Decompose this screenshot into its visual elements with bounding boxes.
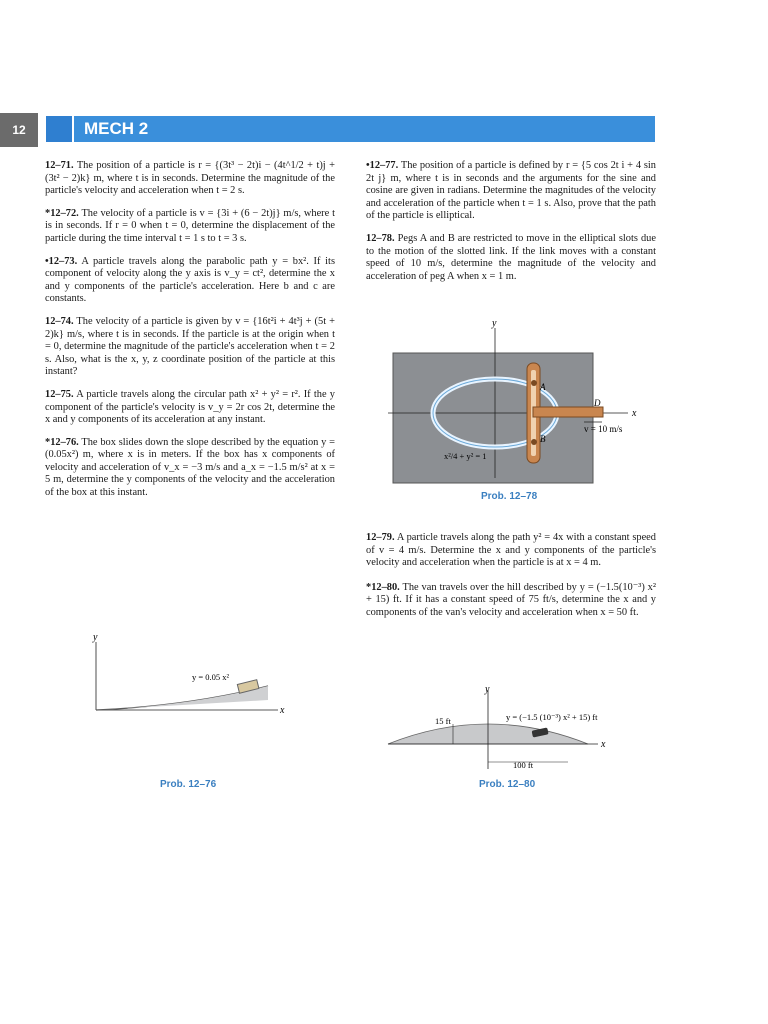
height-label: 15 ft	[435, 716, 451, 726]
problem-12-76	[45, 437, 335, 500]
problem-12-80	[366, 582, 656, 620]
problem-id: 12–78.	[366, 232, 395, 244]
chapter-header	[74, 116, 655, 142]
problem-id: 12–74.	[45, 315, 74, 327]
problem-text: The van travels over the hill described by y = (−1.5(10⁻³) x² + 15) ft. If it has a constant speed of 75 ft/s, determine the x and y components of the van's velocity and acceleration when x = 50 ft.	[366, 581, 656, 618]
problem-id: •12–73.	[45, 255, 78, 267]
point-d-label: D	[594, 398, 601, 408]
problem-id: 12–75.	[45, 388, 74, 400]
right-column-bottom	[366, 532, 656, 620]
problem-id: 12–79.	[366, 532, 395, 543]
speed-label: v = 10 m/s	[584, 424, 623, 434]
figure-12-78	[388, 318, 658, 488]
problem-12-78	[366, 233, 656, 283]
problem-id: •12–77.	[366, 160, 399, 171]
problem-text: The position of a particle is r = {(3t³ − 2t)i − (4t^1/2 + t)j + (3t² − 2)k} m, where t is in seconds. Determine the magnitude of the particle's velocity and acceleration when t = 2 s.	[45, 160, 335, 197]
figure-12-76	[88, 630, 298, 720]
y-label: y	[485, 684, 490, 695]
problem-text: A particle travels along the circular path x² + y² = r². If the y component of the particle's velocity is v_y = 2r cos 2t, determine the x and y components of its acceleration at any instant.	[45, 388, 335, 426]
chapter-title: MECH 2	[84, 119, 149, 138]
x-label: x	[632, 408, 637, 419]
problem-id: 12–71.	[45, 160, 74, 171]
problem-id: *12–80.	[366, 581, 400, 593]
caption-12-78: Prob. 12–78	[481, 491, 538, 502]
problem-12-74	[45, 316, 335, 379]
caption-12-80: Prob. 12–80	[479, 779, 536, 790]
peg-a-label: A	[540, 382, 546, 392]
link-rod	[533, 407, 603, 417]
ellipse-equation: x²/4 + y² = 1	[444, 451, 487, 461]
problem-12-77	[366, 160, 656, 223]
problem-12-73	[45, 256, 335, 306]
problem-id: *12–72.	[45, 207, 79, 219]
plate	[393, 353, 593, 483]
header-accent	[46, 116, 72, 142]
figure-12-80	[383, 684, 658, 779]
page-number: 12	[0, 113, 38, 147]
curve-equation: y = (−1.5 (10⁻³) x² + 15) ft	[506, 712, 598, 722]
problem-text: The velocity of a particle is given by v = {16t²i + 4t³j + (5t + 2)k} m/s, where t is in seconds. If the particle is at the origin when t = 0, determine the magnitude of the particle's acceleration when t = 2 s. Also, what is the x, y, z coordinate position of the particle at this instant?	[45, 315, 335, 378]
x-label: x	[601, 739, 606, 750]
problem-text: The position of a particle is defined by r = {5 cos 2t i + 4 sin 2t j} m, where t is in seconds and the arguments for the sine and cosine are given in radians. Determine the magnitudes of the velocity and acceleration of the particle when t = 1 s. Also, prove that the path of the particle is elliptical.	[366, 160, 656, 222]
problem-12-79	[366, 532, 656, 570]
problem-text: Pegs A and B are restricted to move in the elliptical slots due to the motion of the slotted link. If the link moves with a constant speed of 10 m/s, determine the magnitude of the velocity and acceleration of peg A when x = 1 m.	[366, 232, 656, 282]
problem-text: A particle travels along the parabolic path y = bx². If its component of velocity along the y axis is v_y = ct², determine the x and y components of the particle's acceleration. Here b and c are constants.	[45, 255, 335, 305]
peg-a	[531, 380, 537, 386]
problem-text: The box slides down the slope described by the equation y = (0.05x²) m, where x is in meters. If the box has x components of velocity and acceleration of v_x = −3 m/s and a_x = −1.5 m/s² at x = 5 m, determine the y components of the velocity and the acceleration of the box at this instant.	[45, 436, 335, 499]
span-label: 100 ft	[513, 760, 534, 770]
caption-12-76: Prob. 12–76	[160, 779, 217, 790]
problem-text: A particle travels along the path y² = 4x with a constant speed of v = 4 m/s. Determine the x and y components of the particle's velocity and acceleration when the particle is at x = 4 m.	[366, 532, 656, 569]
problem-12-71	[45, 160, 335, 198]
peg-b	[531, 439, 537, 445]
problem-text: The velocity of a particle is v = {3i + (6 − 2t)j} m/s, where t is in seconds. If r = 0 when t = 0, determine the displacement of the particle during the time interval t = 1 s to t = 3 s.	[45, 207, 335, 244]
peg-b-label: B	[540, 434, 546, 444]
x-label: x	[280, 705, 285, 716]
y-label: y	[492, 318, 497, 329]
right-column-top	[366, 160, 656, 283]
problem-id: *12–76.	[45, 436, 79, 448]
problem-12-72	[45, 208, 335, 246]
problem-12-75	[45, 389, 335, 427]
curve-equation: y = 0.05 x²	[192, 672, 230, 682]
y-label: y	[93, 632, 98, 643]
left-column	[45, 160, 335, 510]
